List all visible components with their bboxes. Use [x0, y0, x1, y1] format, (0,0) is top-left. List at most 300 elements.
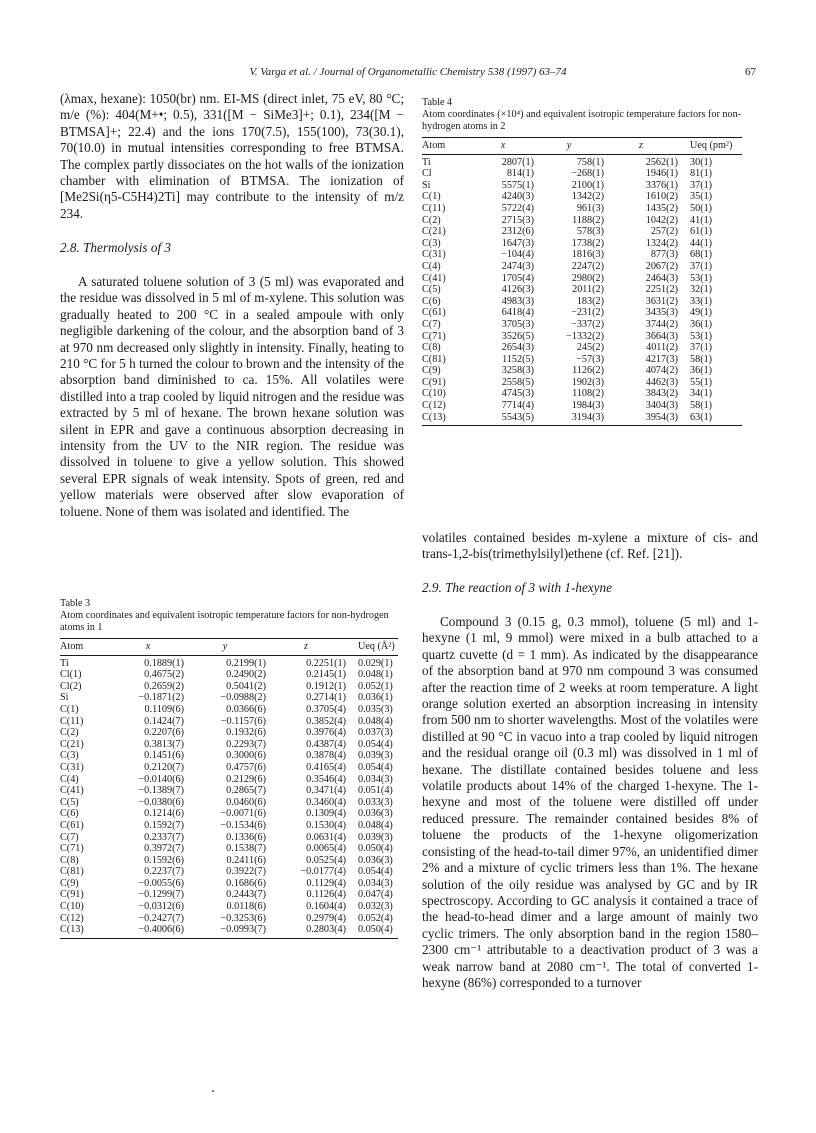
- table-row: [60, 774, 398, 786]
- table-cell: C(71): [422, 330, 446, 342]
- table-row: [422, 319, 742, 331]
- table-cell: 2980(2): [571, 272, 604, 284]
- table-cell: 0.1530(4): [306, 819, 346, 831]
- table-cell: 0.054(4): [358, 866, 393, 878]
- table-cell: 0.039(3): [358, 750, 393, 762]
- table-cell: 0.2979(4): [306, 912, 346, 924]
- table-cell: 0.1686(6): [226, 877, 266, 889]
- table-cell: Si: [422, 179, 431, 191]
- table-cell: −0.1534(6): [220, 819, 266, 831]
- table3-col-header: x: [112, 639, 184, 656]
- table-cell: 37(1): [690, 260, 713, 272]
- table-cell: 0.1592(6): [144, 854, 184, 866]
- table-row: [60, 681, 398, 693]
- table-cell: C(7): [422, 318, 441, 330]
- table-cell: 0.4387(4): [306, 738, 346, 750]
- table3-col-header: z: [266, 639, 346, 656]
- table-cell: C(9): [60, 877, 79, 889]
- table-cell: 183(2): [576, 295, 604, 307]
- table-cell: 0.1424(7): [144, 715, 184, 727]
- table-row: [60, 855, 398, 867]
- table-cell: 0.035(3): [358, 703, 393, 715]
- table-cell: 0.2337(7): [144, 831, 184, 843]
- table-cell: 0.3976(4): [306, 727, 346, 739]
- table-cell: 758(1): [576, 156, 604, 168]
- table-cell: 41(1): [690, 214, 713, 226]
- table-cell: 0.054(4): [358, 761, 393, 773]
- table-cell: 0.0460(6): [226, 796, 266, 808]
- table-cell: Si: [60, 692, 69, 704]
- table-cell: 32(1): [690, 284, 713, 296]
- table-cell: −0.1389(7): [138, 785, 184, 797]
- table-cell: 0.2120(7): [144, 761, 184, 773]
- table-cell: 1188(2): [572, 214, 604, 226]
- table-cell: 0.2490(2): [226, 669, 266, 681]
- table-3: [60, 598, 404, 939]
- table-cell: 0.048(4): [358, 715, 393, 727]
- table-cell: 1042(2): [645, 214, 678, 226]
- table4-header-row: [422, 138, 742, 155]
- table-cell: C(3): [422, 237, 441, 249]
- table-cell: C(12): [60, 912, 84, 924]
- table-cell: C(10): [422, 388, 446, 400]
- table-cell: C(4): [60, 773, 79, 785]
- table-row: [60, 655, 398, 669]
- table-cell: −0.0988(2): [220, 692, 266, 704]
- table-cell: 58(1): [690, 353, 713, 365]
- table-cell: C(91): [60, 889, 84, 901]
- table-cell: 34(1): [690, 388, 713, 400]
- table-cell: C(10): [60, 901, 84, 913]
- table-cell: 5722(4): [501, 202, 534, 214]
- table-cell: C(1): [422, 191, 441, 203]
- table-cell: 3435(3): [645, 307, 678, 319]
- table-cell: 0.047(4): [358, 889, 393, 901]
- table-cell: 30(1): [690, 156, 713, 168]
- table-cell: 0.0065(4): [306, 843, 346, 855]
- table-cell: −231(2): [571, 307, 604, 319]
- table-cell: 55(1): [690, 376, 713, 388]
- table-cell: 0.1451(6): [144, 750, 184, 762]
- table-row: [60, 808, 398, 820]
- table-cell: 3526(5): [501, 330, 534, 342]
- table-cell: C(7): [60, 831, 79, 843]
- table-cell: 814(1): [506, 168, 534, 180]
- table-row: [422, 191, 742, 203]
- table-cell: C(2): [60, 727, 79, 739]
- table-cell: 2251(2): [645, 284, 678, 296]
- table-cell: 4240(3): [501, 191, 534, 203]
- table-cell: 0.0631(4): [306, 831, 346, 843]
- table-cell: 53(1): [690, 330, 713, 342]
- table4-col-header: z: [604, 138, 678, 155]
- table-cell: −0.3253(6): [220, 912, 266, 924]
- table-cell: 61(1): [690, 226, 713, 238]
- table-cell: C(11): [422, 202, 446, 214]
- table-cell: C(4): [422, 260, 441, 272]
- table-cell: 2807(1): [501, 156, 534, 168]
- table-cell: 0.039(3): [358, 831, 393, 843]
- table-cell: 257(2): [650, 226, 678, 238]
- table3-header-row: [60, 639, 398, 656]
- page-mark: [212, 1090, 214, 1092]
- table4-col-header: Ueq (pm²): [678, 138, 742, 155]
- table-cell: 0.036(3): [358, 854, 393, 866]
- table-cell: 3194(3): [534, 412, 604, 426]
- table-cell: Cl: [422, 168, 432, 180]
- table-cell: C(21): [422, 226, 446, 238]
- table-cell: 0.2714(1): [306, 692, 346, 704]
- table-row: [60, 739, 398, 751]
- table-cell: 0.3852(4): [306, 715, 346, 727]
- table-cell: 0.0118(6): [226, 901, 266, 913]
- table-cell: C(21): [60, 738, 84, 750]
- table-cell: C(81): [60, 866, 84, 878]
- table-cell: 2011(2): [572, 284, 604, 296]
- table-row: [422, 180, 742, 192]
- table-cell: 0.1592(7): [144, 819, 184, 831]
- section-2-9: [422, 580, 758, 596]
- table-cell: 3631(2): [645, 295, 678, 307]
- table-cell: 0.0525(4): [306, 854, 346, 866]
- table-cell: 2474(3): [501, 260, 534, 272]
- table-row: [422, 273, 742, 285]
- table-row: [422, 365, 742, 377]
- table-cell: 0.1889(1): [144, 657, 184, 669]
- reaction-block: [422, 614, 758, 991]
- table-cell: 44(1): [690, 237, 713, 249]
- table-cell: 2562(1): [645, 156, 678, 168]
- table-row: [422, 215, 742, 227]
- table-cell: 36(1): [690, 365, 713, 377]
- table-cell: 877(3): [650, 249, 678, 261]
- table-cell: C(5): [60, 796, 79, 808]
- table-cell: C(1): [60, 703, 79, 715]
- table-cell: 3404(3): [645, 400, 678, 412]
- table-cell: 0.1932(6): [226, 727, 266, 739]
- table-cell: 0.2803(4): [266, 924, 346, 938]
- paragraph-reaction: Compound 3 (0.15 g, 0.3 mmol), toluene (5 ml) and 1-hexyne (1 ml, 9 mmol) were mixed in a bulb attached to a quartz cuvette (d = 1 mm). As indicated by the disappearance of the absorption band at 970 nm compound 3 was consumed after the reaction time of 2 weeks at room temperature. A light orange solution exerted an absorption increasing in intensity from 500 nm to shorter wavelengths. Most of the volatiles were distilled at 90 °C in vacuo into a trap cooled by liquid nitrogen and the residual orange oil (0.3 ml) was dissolved in 1 ml of hexane. The distillate contained besides toluene and less volatile products about 14% of the charged 1-hexyne. The 1-hexyne and most of the toluene were distilled off under reduced pressure. The remainder contained besides 8% of toluene the products of the 1-hexyne oligomerization consisting of the head-to-tail dimer 97%, an unidentified dimer 2% and a mixture of cyclic trimers less than 1%. The hexane solution of the oily residue was analysed by GC and by IR spectroscopy. According to GC analysis it contained a trace of the head-to-head dimer and a large amount of mainly two cyclic trimers. The only absorption band in the region 1580–2300 cm⁻¹ attributable to a deactivation product of 3 was a weak narrow band at 2080 cm⁻¹. The total of converted 1-hexyne (86%) corresponded to a turnover: [422, 614, 758, 990]
- table-cell: 0.2659(2): [144, 680, 184, 692]
- table-row: [60, 913, 398, 925]
- table-cell: −0.0380(6): [138, 796, 184, 808]
- table-cell: 0.034(3): [358, 877, 393, 889]
- table-cell: 0.1604(4): [306, 901, 346, 913]
- table-cell: C(6): [422, 295, 441, 307]
- table-cell: 0.4675(2): [144, 669, 184, 681]
- table-cell: 68(1): [690, 249, 713, 261]
- table-cell: 0.034(3): [358, 773, 393, 785]
- table-cell: 5575(1): [501, 179, 534, 191]
- section-2-8: [60, 240, 404, 256]
- table-cell: 0.2865(7): [226, 785, 266, 797]
- table-cell: C(41): [60, 785, 84, 797]
- table-cell: C(6): [60, 808, 79, 820]
- table-cell: 2558(5): [501, 376, 534, 388]
- table-cell: C(8): [422, 342, 441, 354]
- table-cell: 0.3705(4): [306, 703, 346, 715]
- table-cell: 1946(1): [645, 168, 678, 180]
- table-cell: 0.2251(1): [306, 657, 346, 669]
- table-row: [422, 284, 742, 296]
- table-3-grid: [60, 638, 398, 939]
- table-cell: C(11): [60, 715, 84, 727]
- table-cell: 0.036(3): [358, 808, 393, 820]
- table-cell: 0.1912(1): [306, 680, 346, 692]
- table-cell: −0.0140(6): [138, 773, 184, 785]
- table-cell: −0.1299(7): [138, 889, 184, 901]
- table-cell: 578(3): [576, 226, 604, 238]
- table-row: [60, 669, 398, 681]
- table-cell: 1435(2): [645, 202, 678, 214]
- table-cell: 0.2237(7): [144, 866, 184, 878]
- table-cell: 4462(3): [645, 376, 678, 388]
- table-cell: 1610(2): [645, 191, 678, 203]
- table-cell: −0.0993(7): [184, 924, 266, 938]
- table-cell: −104(4): [501, 249, 534, 261]
- table-cell: 0.048(1): [358, 669, 393, 681]
- table-cell: 0.037(3): [358, 727, 393, 739]
- running-title: V. Varga et al. / Journal of Organometallic Chemistry 538 (1997) 63–74: [249, 66, 567, 78]
- table-cell: 0.050(4): [358, 843, 393, 855]
- table-cell: −0.1871(2): [138, 692, 184, 704]
- table-cell: C(3): [60, 750, 79, 762]
- table-cell: 3376(1): [645, 179, 678, 191]
- table-cell: 3843(2): [645, 388, 678, 400]
- table-cell: 58(1): [690, 400, 713, 412]
- table3-col-header: y: [184, 639, 266, 656]
- table-cell: −0.0055(6): [138, 877, 184, 889]
- table-cell: 0.3471(4): [306, 785, 346, 797]
- table-cell: 37(1): [690, 342, 713, 354]
- table-row: [422, 342, 742, 354]
- table-4: [422, 97, 758, 426]
- table-cell: 1126(2): [572, 365, 604, 377]
- thermolysis-block: [60, 274, 404, 520]
- table-cell: 2464(3): [645, 272, 678, 284]
- table-row: [422, 400, 742, 412]
- table-cell: 1984(3): [571, 400, 604, 412]
- table-cell: −0.0177(4): [300, 866, 346, 878]
- table-cell: 35(1): [690, 191, 713, 203]
- table-row: [60, 785, 398, 797]
- section-heading-hexyne: 2.9. The reaction of 3 with 1-hexyne: [422, 580, 612, 595]
- table-cell: −0.2427(7): [138, 912, 184, 924]
- table-cell: C(13): [422, 412, 472, 426]
- table-3-label: Table 3: [60, 598, 91, 609]
- table-cell: C(8): [60, 854, 79, 866]
- table-cell: 0.029(1): [358, 657, 393, 669]
- table-cell: 1705(4): [501, 272, 534, 284]
- table4-col-header: y: [534, 138, 604, 155]
- table-row: [60, 704, 398, 716]
- table-row: [60, 797, 398, 809]
- table-cell: Ti: [60, 657, 69, 669]
- table-cell: 0.3813(7): [144, 738, 184, 750]
- table-cell: 3705(3): [501, 318, 534, 330]
- table-row: [60, 889, 398, 901]
- table-cell: 0.032(3): [358, 901, 393, 913]
- table-cell: 0.2293(7): [226, 738, 266, 750]
- table-row: [422, 388, 742, 400]
- table4-col-header: Atom: [422, 138, 472, 155]
- table-cell: 0.4757(6): [226, 761, 266, 773]
- table-row: [422, 226, 742, 238]
- table-cell: 0.4165(4): [306, 761, 346, 773]
- section-heading-thermolysis: 2.8. Thermolysis of 3: [60, 240, 171, 255]
- table-row: [60, 762, 398, 774]
- table-row: [60, 901, 398, 913]
- table4-col-header: x: [472, 138, 534, 155]
- table-cell: −0.1157(6): [220, 715, 266, 727]
- table-cell: 2247(2): [571, 260, 604, 272]
- table-cell: 0.1129(4): [306, 877, 346, 889]
- table-cell: 37(1): [690, 179, 713, 191]
- table-cell: 63(1): [678, 412, 742, 426]
- table-cell: 0.2411(6): [226, 854, 266, 866]
- table-cell: 0.052(1): [358, 680, 393, 692]
- table-cell: 4745(3): [501, 388, 534, 400]
- table-cell: −0.0071(6): [220, 808, 266, 820]
- table-cell: 81(1): [690, 168, 713, 180]
- table-cell: 2654(3): [501, 342, 534, 354]
- table-cell: 4217(3): [645, 353, 678, 365]
- table-row: [422, 354, 742, 366]
- table-cell: 4983(3): [501, 295, 534, 307]
- table3-col-header: Atom: [60, 639, 112, 656]
- table-row: [422, 203, 742, 215]
- table-cell: 1902(3): [571, 376, 604, 388]
- table-cell: 0.2443(7): [226, 889, 266, 901]
- table-cell: 0.054(4): [358, 738, 393, 750]
- table-cell: 0.3000(6): [226, 750, 266, 762]
- table-cell: 961(3): [576, 202, 604, 214]
- table-cell: 0.3546(4): [306, 773, 346, 785]
- table3-col-header: Ueq (Å²): [346, 639, 398, 656]
- table-cell: 4074(2): [645, 365, 678, 377]
- table-cell: 0.1309(4): [306, 808, 346, 820]
- table-row: [60, 843, 398, 855]
- table-cell: 0.036(1): [358, 692, 393, 704]
- table-row: [60, 716, 398, 728]
- table-cell: 2067(2): [645, 260, 678, 272]
- table-cell: 3664(3): [645, 330, 678, 342]
- table-row: [60, 866, 398, 878]
- table-cell: C(61): [60, 819, 84, 831]
- table-cell: 2312(6): [501, 226, 534, 238]
- table-row: [422, 307, 742, 319]
- table-cell: −268(1): [571, 168, 604, 180]
- table-row: [422, 154, 742, 168]
- table-row: [422, 249, 742, 261]
- table-cell: 0.052(4): [358, 912, 393, 924]
- table-cell: 0.050(4): [346, 924, 398, 938]
- table-cell: C(41): [422, 272, 446, 284]
- table-cell: 36(1): [690, 318, 713, 330]
- table-cell: C(31): [60, 761, 84, 773]
- table-row: [422, 331, 742, 343]
- table-cell: Cl(1): [60, 669, 82, 681]
- table-row: [60, 832, 398, 844]
- table-row: [422, 168, 742, 180]
- paragraph-ms-data: (λmax, hexane): 1050(br) nm. EI-MS (direct inlet, 75 eV, 80 °C; m/e (%): 404(M+•; 0.5), 331([M − SiMe3]+; 0.1), 234([M − BTMSA]+; 22.4) and the ions 170(7.5), 155(100), 73(30.1), 70(10.0) in mutual intensities corresponding to free BTMSA. The complex partly dissociates on the hot walls of the ionization chamber with elimination of BTMSA. The ionization of [Me2Si(η5-C5H4)2Ti] may contribute to the intensity of m/z 234.: [60, 91, 404, 221]
- table-cell: 7714(4): [501, 400, 534, 412]
- table-cell: 0.0366(6): [226, 703, 266, 715]
- table-cell: 0.2207(6): [144, 727, 184, 739]
- table-cell: 1647(3): [501, 237, 534, 249]
- paragraph-volatiles: volatiles contained besides m-xylene a mixture of cis- and trans-1,2-bis(trimethylsilyl)ethene (cf. Ref. [21]).: [422, 530, 758, 562]
- table-cell: 50(1): [690, 202, 713, 214]
- table-cell: 4126(3): [501, 284, 534, 296]
- page-number: 67: [745, 66, 756, 78]
- table-cell: 5543(5): [472, 412, 534, 426]
- table-cell: C(81): [422, 353, 446, 365]
- volatiles-block: [422, 530, 758, 563]
- table-3-caption: Atom coordinates and equivalent isotropic temperature factors for non-hydrogen atoms in 1: [60, 610, 389, 633]
- table-4-grid: [422, 137, 742, 426]
- table-cell: Ti: [422, 156, 431, 168]
- table-cell: 3258(3): [501, 365, 534, 377]
- table-cell: 3954(3): [604, 412, 678, 426]
- table-cell: −57(3): [576, 353, 604, 365]
- table-cell: 0.1126(4): [306, 889, 346, 901]
- table-cell: 3744(2): [645, 318, 678, 330]
- table-cell: 245(2): [576, 342, 604, 354]
- table-row: [60, 820, 398, 832]
- table-cell: 2100(1): [571, 179, 604, 191]
- table-4-caption: Atom coordinates (×10⁴) and equivalent isotropic temperature factors for non-hydrogen atoms in 2: [422, 109, 742, 132]
- table-cell: C(71): [60, 843, 84, 855]
- table-cell: 0.2145(1): [306, 669, 346, 681]
- table-cell: 0.048(4): [358, 819, 393, 831]
- table-cell: 53(1): [690, 272, 713, 284]
- table-row: [60, 692, 398, 704]
- table-cell: 1738(2): [571, 237, 604, 249]
- table-cell: C(13): [60, 924, 112, 938]
- table-cell: C(9): [422, 365, 441, 377]
- table-cell: 0.5041(2): [226, 680, 266, 692]
- table-cell: 0.2129(6): [226, 773, 266, 785]
- table-cell: 0.3972(7): [144, 843, 184, 855]
- table-cell: 0.1214(6): [144, 808, 184, 820]
- table-cell: −1332(2): [566, 330, 604, 342]
- table-cell: C(31): [422, 249, 446, 261]
- table-cell: 1342(2): [571, 191, 604, 203]
- table-cell: 0.3878(4): [306, 750, 346, 762]
- table-row: [422, 377, 742, 389]
- table-row: [60, 727, 398, 739]
- table-cell: −0.0312(6): [138, 901, 184, 913]
- table-cell: 0.1336(6): [226, 831, 266, 843]
- table-row: [422, 238, 742, 250]
- table-cell: C(2): [422, 214, 441, 226]
- table-cell: C(12): [422, 400, 446, 412]
- table-cell: Cl(2): [60, 680, 82, 692]
- table-cell: 0.033(3): [358, 796, 393, 808]
- table-row: [60, 878, 398, 890]
- table-cell: 1324(2): [645, 237, 678, 249]
- table-cell: C(61): [422, 307, 446, 319]
- table-cell: 1108(2): [572, 388, 604, 400]
- table-row: [60, 750, 398, 762]
- table-cell: −0.4006(6): [112, 924, 184, 938]
- table-cell: 0.1109(6): [144, 703, 184, 715]
- table-cell: 0.051(4): [358, 785, 393, 797]
- table-row: [422, 412, 742, 426]
- table-cell: 33(1): [690, 295, 713, 307]
- table-cell: 4011(2): [646, 342, 678, 354]
- left-column: [60, 91, 404, 222]
